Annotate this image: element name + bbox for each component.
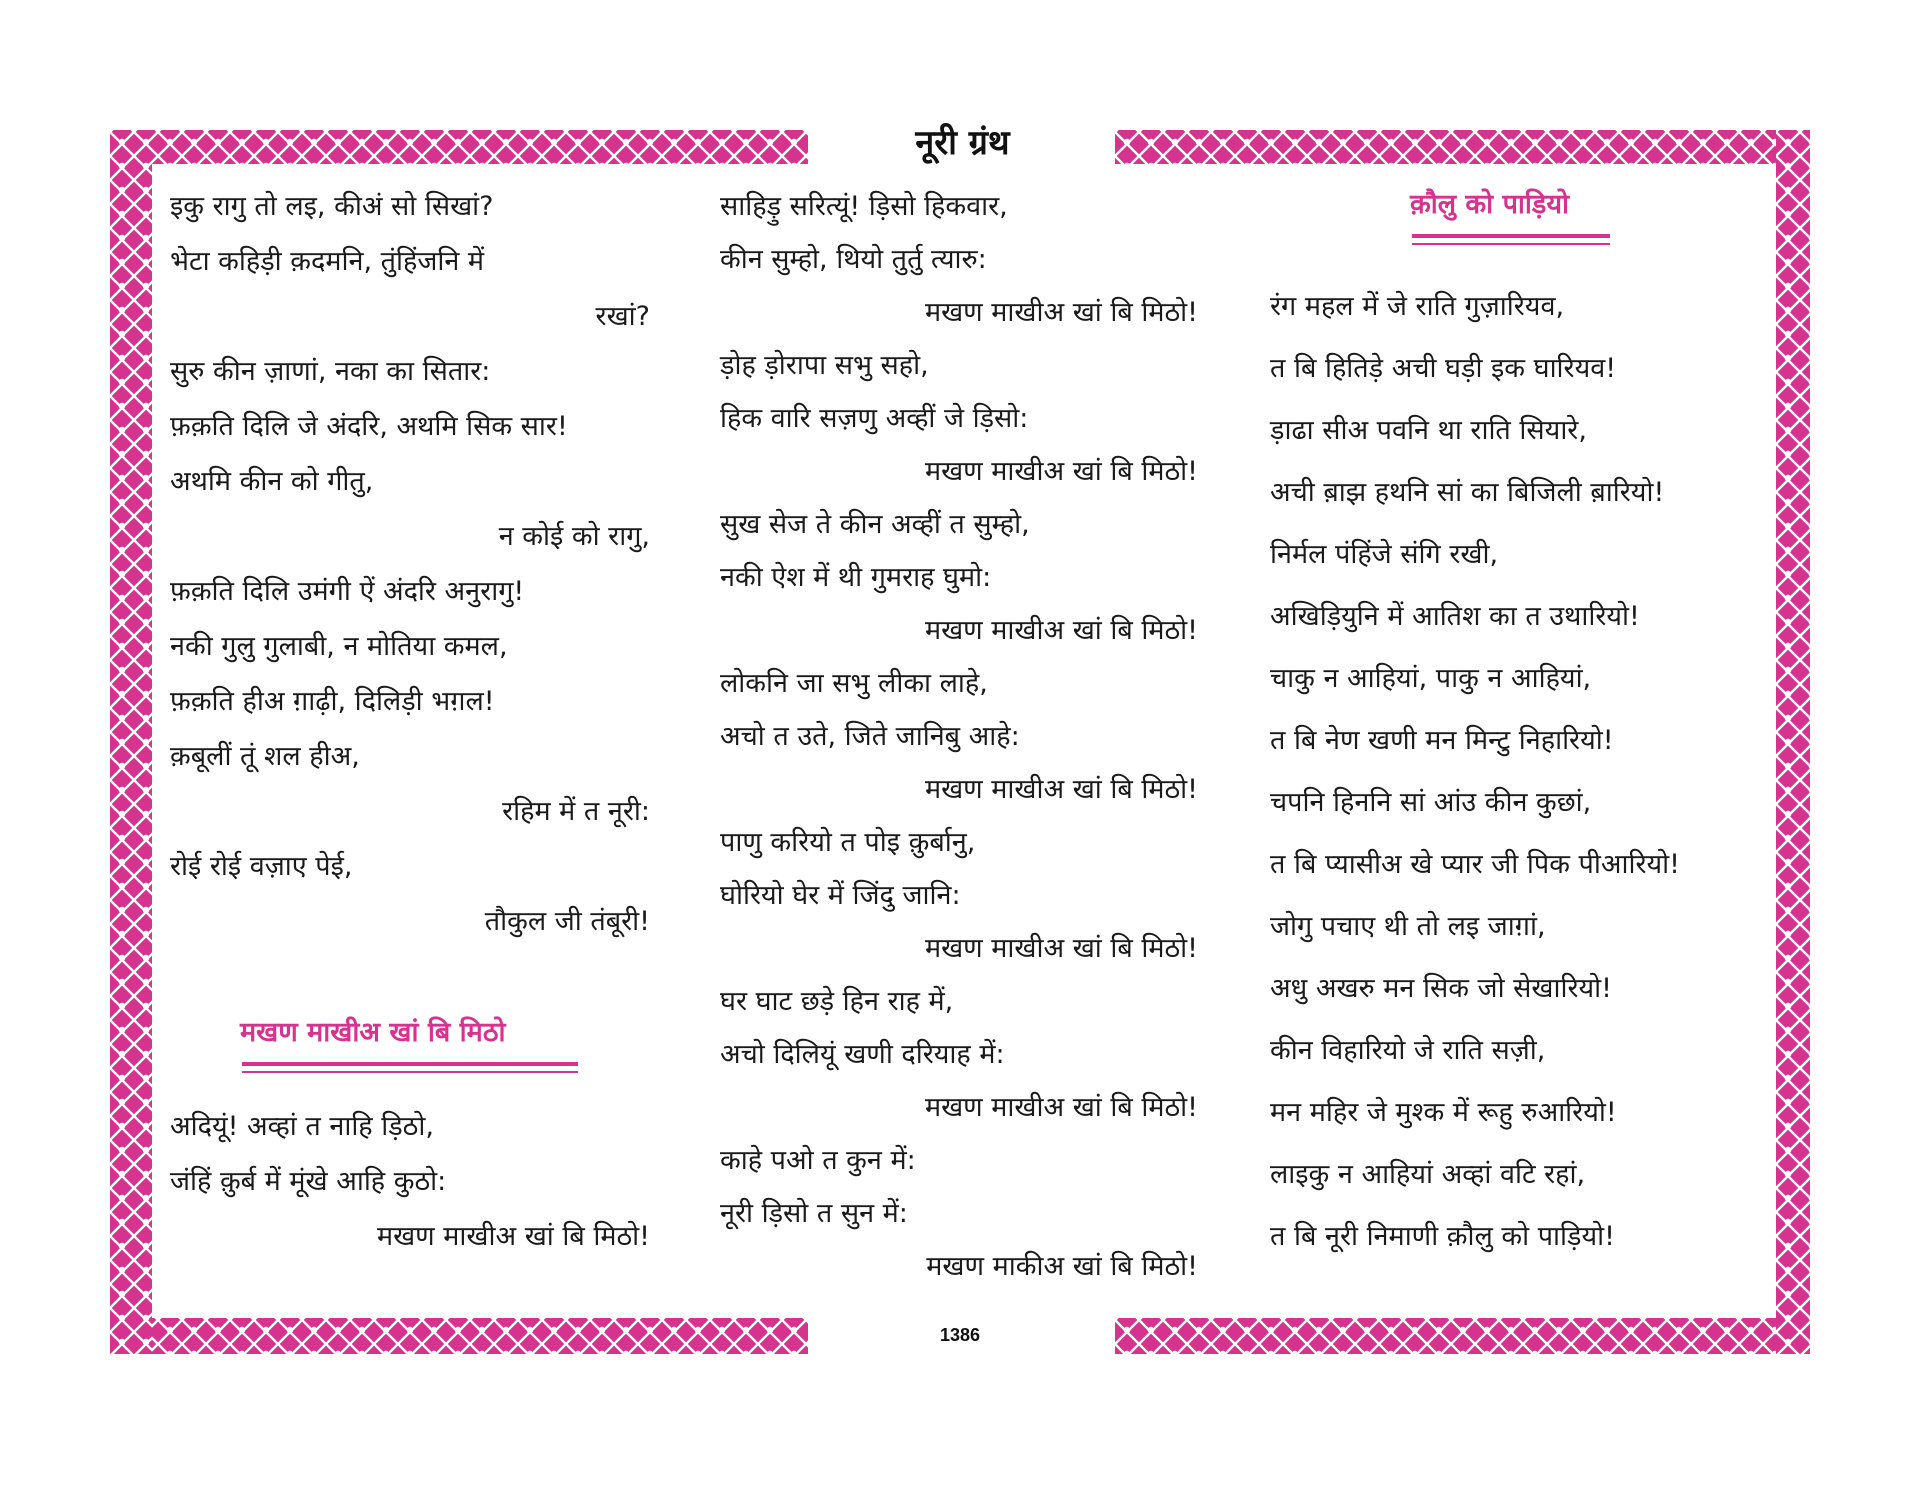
verse-line: चाकु न आहियां, पाकु न आहियां,	[1270, 663, 1592, 694]
verse-line: साहिड़ु सरित्यूं! ड़िसो हिकवार,	[720, 191, 1008, 222]
heading-underline-thin	[242, 1071, 578, 1073]
verse-line: रंग महल में जे राति गुज़ारियव,	[1270, 291, 1565, 322]
verse-line: अथमि कीन को गीतु,	[170, 466, 374, 497]
verse-line: जोगु पचाए थी तो लइ जाग़ां,	[1270, 911, 1546, 942]
verse-line: निर्मल पंहिंजे संगि रखी,	[1270, 539, 1499, 570]
verse-line: भेटा कहिड़ी क़दमनि, तुंहिंजनि में	[170, 246, 485, 277]
heading-underline	[242, 1062, 578, 1066]
verse-line: चपनि हिननि सां आंउ कीन कुछां,	[1270, 787, 1592, 818]
verse-line: रखां?	[595, 301, 650, 332]
verse-line: त बि प्यासीअ खे प्यार जी पिक पीआरियो!	[1270, 849, 1680, 880]
verse-line: अचो त उते, जिते जानिबु आहे:	[720, 721, 1020, 752]
verse-refrain: मखण माखीअ खां बि मिठो!	[924, 456, 1198, 487]
verse-line: घर घाट छड़े हिन राह में,	[720, 986, 954, 1017]
section-heading: क़ौलु को पाड़ियो	[1410, 189, 1569, 220]
verse-line: सुरु कीन ज़ाणां, नका का सितार:	[170, 356, 491, 387]
heading-underline-thin	[1412, 243, 1610, 245]
bottom-border-pattern-left	[110, 1318, 808, 1354]
verse-line: नकी गुलु गुलाबी, न मोतिया कमल,	[170, 631, 508, 662]
verse-line: मखण माखीअ खां बि मिठो!	[376, 1221, 650, 1252]
heading-underline	[1412, 234, 1610, 238]
section-heading: मखण माखीअ खां बि मिठो	[240, 1017, 506, 1048]
left-border-pattern	[110, 130, 152, 1354]
verse-line: ड़ाढा सीअ पवनि था राति सियारे,	[1270, 415, 1587, 446]
verse-line: फ़क़ति दिलि उमंगी ऐं अंदरि अनुरागु!	[170, 576, 525, 607]
verse-line: अदियूं! अव्हां त नाहि ड़िठो,	[170, 1111, 434, 1142]
verse-line: न कोई को रागु,	[498, 521, 650, 552]
verse-line: अखिड़ियुनि में आतिश का त उथारियो!	[1270, 601, 1640, 632]
verse-line: फ़क़ति हीअ ग़ाढ़ी, दिलिड़ी भग़ल!	[170, 686, 495, 717]
book-title: नूरी ग्रंथ	[915, 123, 1010, 163]
verse-line: ड़ोह ड़ोरापा सभु सहो,	[720, 350, 929, 381]
verse-line: कीन विहारियो जे राति सज़ी,	[1270, 1035, 1546, 1066]
verse-line: सुख सेज ते कीन अव्हीं त सुम्हो,	[720, 509, 1030, 540]
page-number: 1386	[939, 1325, 981, 1345]
verse-refrain: मखण माखीअ खां बि मिठो!	[924, 774, 1198, 805]
verse-line: नकी ऐश में थी गुमराह घुमो:	[720, 562, 992, 593]
bottom-border-pattern-right	[1115, 1318, 1810, 1354]
verse-line: अची ब़ाझ हथनि सां का बिजिली ब़ारियो!	[1270, 477, 1665, 508]
verse-line: लाइकु न आहियां अव्हां वटि रहां,	[1270, 1159, 1586, 1190]
verse-line: त बि नूरी निमाणी क़ौलु को पाड़ियो!	[1270, 1221, 1615, 1252]
verse-line: इकु रागु तो लइ, कीअं सो सिखां?	[170, 191, 494, 222]
verse-line: तौकुल जी तंबूरी!	[484, 906, 650, 937]
verse-line: हिक वारि सज़णु अव्हीं जे ड़िसो:	[720, 403, 1029, 434]
verse-refrain: मखण माकीअ खां बि मिठो!	[926, 1251, 1198, 1282]
verse-line: त बि नेण खणी मन मिन्टु निहारियो!	[1270, 725, 1614, 756]
verse-line: क़बूलीं तूं शल हीअ,	[170, 741, 360, 772]
verse-line: मन महिर जे मुश्क में रूहु रुआरियो!	[1270, 1097, 1617, 1128]
verse-line: अधु अखरु मन सिक जो सेखारियो!	[1270, 973, 1612, 1004]
verse-refrain: मखण माखीअ खां बि मिठो!	[924, 1092, 1198, 1123]
verse-line: पाणु करियो त पोइ क़ुर्बानु,	[720, 827, 976, 858]
verse-line: घोरियो घेर में जिंदु जानि:	[720, 880, 961, 911]
verse-line: लोकनि जा सभु लीका लाहे,	[720, 668, 988, 699]
verse-line: फ़क़ति दिलि जे अंदरि, अथमि सिक सार!	[170, 411, 568, 442]
right-border-pattern	[1776, 130, 1810, 1354]
verse-line: रोई रोई वज़ाए पेई,	[170, 851, 353, 882]
verse-line: जंहिं क़ुर्ब में मूंखे आहि कुठो:	[170, 1166, 447, 1197]
verse-line: रहिम में त नूरी:	[502, 796, 650, 827]
top-border-pattern-right	[1115, 130, 1810, 164]
verse-line: त बि हितिड़े अची घड़ी इक घारियव!	[1270, 353, 1617, 384]
verse-line: कीन सुम्हो, थियो तुर्तु त्यारु:	[720, 244, 987, 275]
verse-refrain: मखण माखीअ खां बि मिठो!	[924, 615, 1198, 646]
verse-line: काहे पओ त कुन में:	[720, 1145, 916, 1176]
top-border-pattern-left	[110, 130, 808, 164]
verse-line: नूरी ड़िसो त सुन में:	[720, 1198, 908, 1229]
verse-refrain: मखण माखीअ खां बि मिठो!	[924, 933, 1198, 964]
verse-refrain: मखण माखीअ खां बि मिठो!	[924, 297, 1198, 328]
verse-line: अचो दिलियूं खणी दरियाह में:	[720, 1039, 1005, 1070]
